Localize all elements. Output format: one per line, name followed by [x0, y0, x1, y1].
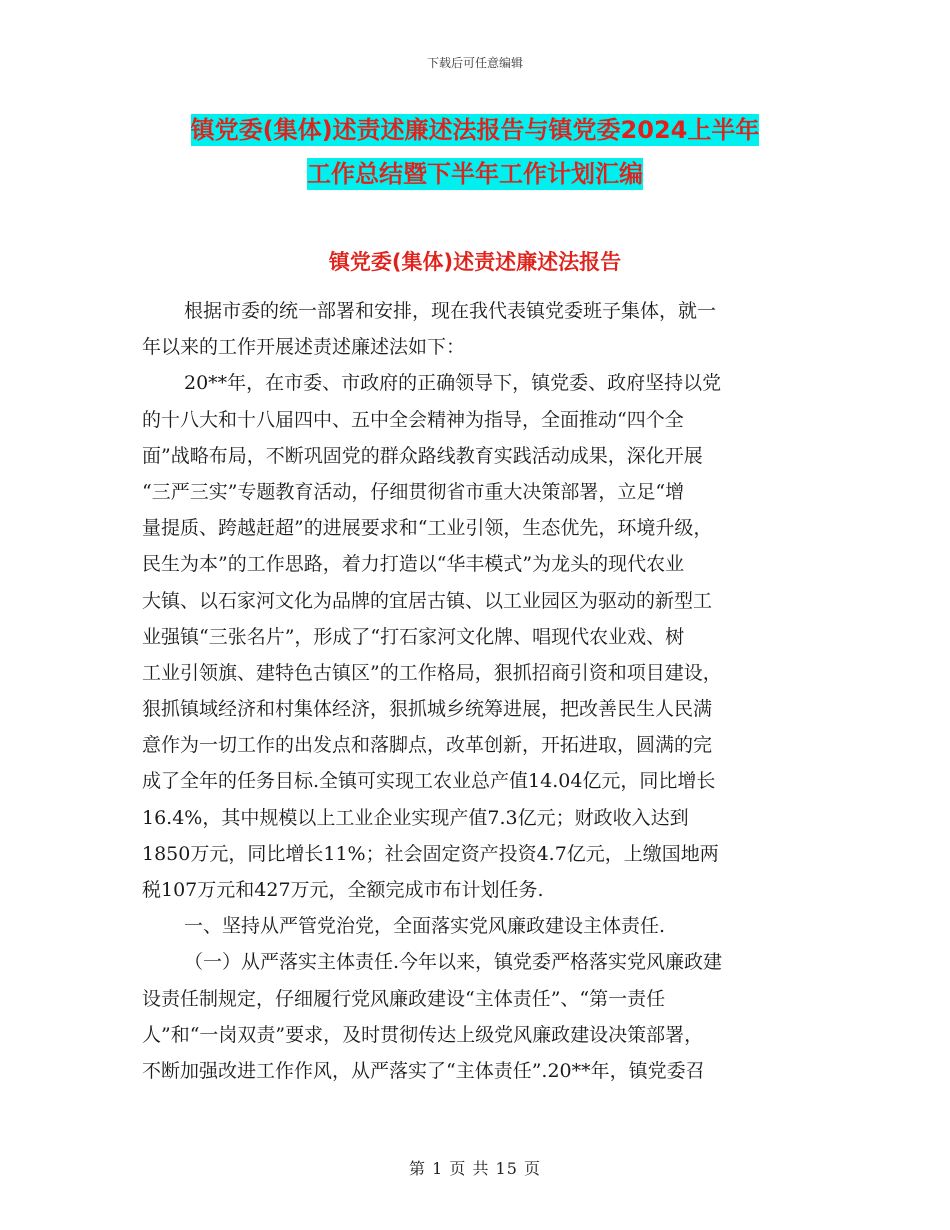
- paragraph-line: 面”战略布局，不断巩固党的群众路线教育实践活动成果，深化开展: [142, 444, 703, 467]
- section-title: 镇党委(集体)述责述廉述法报告: [328, 250, 622, 274]
- paragraph-line: 人”和“一岗双责”要求，及时贯彻传达上级党风廉政建设决策部署，: [142, 1023, 704, 1046]
- paragraph-line: 不断加强改进工作作风，从严落实了“主体责任”.20**年，镇党委召: [142, 1059, 705, 1082]
- paragraph-line: 税107万元和427万元，全额完成市布计划任务.: [142, 879, 544, 901]
- main-title-line-2-text: 工作总结暨下半年工作计划汇编: [307, 160, 643, 188]
- main-title-line-1-text: 镇党委(集体)述责述廉述法报告与镇党委2024上半年: [190, 116, 760, 144]
- header-note: 下载后可任意编辑: [426, 56, 523, 70]
- paragraph-line: 一、坚持从严管党治党，全面落实党风廉政建设主体责任.: [184, 915, 666, 938]
- paragraph-line: 设责任制规定，仔细履行党风廉政建设“主体责任”、“第一责任: [142, 987, 666, 1010]
- page-footer: 第 1 页 共 15 页: [409, 1159, 541, 1178]
- paragraph-line: 量提质、跨越赶超”的进展要求和“工业引领，生态优先，环境升级，: [142, 517, 713, 540]
- paragraph-line: 工业引领旗、建特色古镇区”的工作格局，狠抓招商引资和项目建设，: [142, 661, 722, 684]
- paragraph-line: 狠抓镇域经济和村集体经济，狠抓城乡统筹进展，把改善民生人民满: [142, 698, 713, 721]
- paragraph-line: 大镇、以石家河文化为品牌的宜居古镇、以工业园区为驱动的新型工: [142, 589, 713, 612]
- paragraph-line: 20**年，在市委、市政府的正确领导下，镇党委、政府坚持以党: [184, 372, 722, 395]
- main-title-line-2: [0, 156, 950, 192]
- main-title-line-1: [0, 112, 950, 148]
- paragraph-line: 的十八大和十八届四中、五中全会精神为指导，全面推动“四个全: [142, 408, 684, 431]
- paragraph-line: 1850万元，同比增长11%；社会固定资产投资4.7亿元，上缴国地两: [142, 842, 719, 865]
- paragraph-line: 业强镇“三张名片”，形成了“打石家河文化牌、唱现代农业戏、树: [142, 625, 685, 648]
- paragraph-line: 年以来的工作开展述责述廉述法如下：: [142, 336, 466, 359]
- body-text: [142, 293, 806, 1089]
- paragraph-line: （一）从严落实主体责任.今年以来，镇党委严格落实党风廉政建: [184, 951, 723, 974]
- paragraph-line: 意作为一切工作的出发点和落脚点，改革创新，开拓进取，圆满的完: [142, 734, 713, 757]
- paragraph-line: 民生为本”的工作思路，着力打造以“华丰模式”为龙头的现代农业: [142, 553, 685, 576]
- paragraph-line: “三严三实”专题教育活动，仔细贯彻省市重大决策部署，立足“增: [142, 480, 685, 503]
- paragraph-line: 根据市委的统一部署和安排，现在我代表镇党委班子集体，就一: [184, 300, 717, 322]
- paragraph-line: 成了全年的任务目标.全镇可实现工农业总产值14.04亿元，同比增长: [142, 770, 716, 793]
- paragraph-line: 16.4%，其中规模以上工业企业实现产值7.3亿元；财政收入达到: [142, 806, 689, 829]
